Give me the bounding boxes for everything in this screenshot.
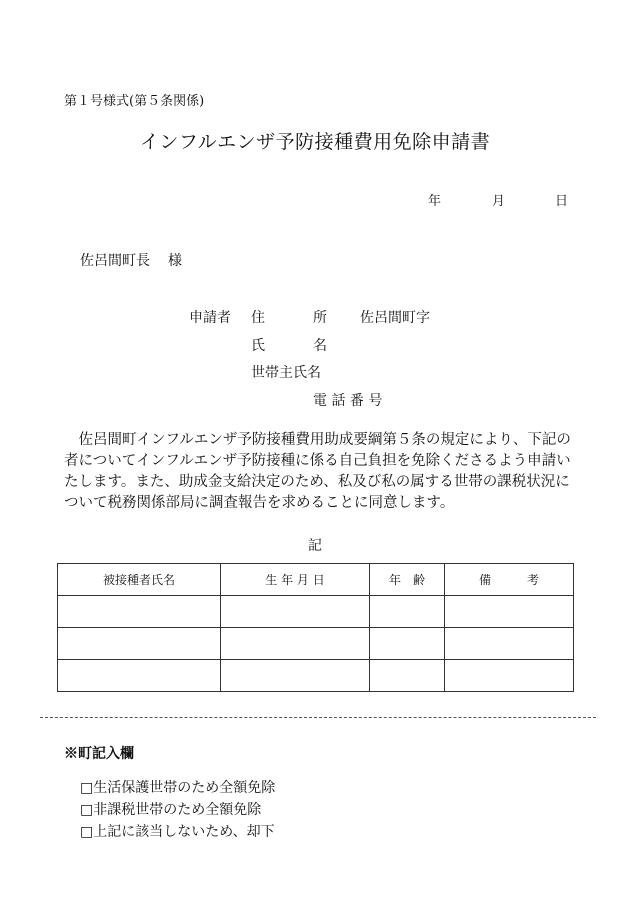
cell-birth-date[interactable] [221, 596, 370, 628]
address-label-1: 住 [251, 310, 265, 326]
cell-birth-date[interactable] [221, 628, 370, 660]
name-label-2: 名 [313, 338, 327, 354]
householder-name-label: 世帯主氏名 [251, 365, 321, 381]
header-remarks: 備 考 [445, 564, 574, 596]
header-age: 年 齢 [370, 564, 445, 596]
phone-number-label: 電 話 番 号 [313, 393, 383, 409]
table-row [58, 660, 574, 692]
document-title: インフルエンザ予防接種費用免除申請書 [139, 131, 491, 153]
date-month-label: 月 [492, 194, 506, 209]
applicant-label: 申請者 [189, 310, 231, 326]
office-option-rejected[interactable]: □上記に該当しないため、却下 [80, 824, 275, 840]
office-option-tax-exempt[interactable]: □非課税世帯のため全額免除 [80, 802, 262, 818]
cell-remarks[interactable] [445, 596, 574, 628]
date-year-label: 年 [428, 194, 442, 209]
cell-recipient-name[interactable] [58, 596, 221, 628]
cell-age[interactable] [370, 596, 445, 628]
office-use-heading: ※町記入欄 [64, 746, 134, 762]
cut-line-divider [40, 717, 596, 718]
name-label-1: 氏 [251, 338, 265, 354]
table-row [58, 628, 574, 660]
cell-recipient-name[interactable] [58, 660, 221, 692]
addressee [80, 250, 182, 270]
table-row [58, 596, 574, 628]
date-day-label: 日 [555, 194, 569, 209]
header-birth-date: 生 年 月 日 [221, 564, 370, 596]
cell-birth-date[interactable] [221, 660, 370, 692]
cell-age[interactable] [370, 628, 445, 660]
cell-age[interactable] [370, 660, 445, 692]
addressee-honorific: 様 [168, 253, 182, 269]
ki-note-heading: 記 [308, 538, 322, 554]
table-header-row [58, 564, 574, 596]
header-recipient-name: 被接種者氏名 [58, 564, 221, 596]
addressee-name: 佐呂間町長 [80, 253, 150, 269]
address-label-2: 所 [313, 310, 327, 326]
form-number: 第１号様式(第５条関係) [64, 94, 205, 109]
cell-remarks[interactable] [445, 628, 574, 660]
application-statement: 佐呂間町インフルエンザ予防接種費用助成要綱第５条の規定により、下記の者についてインフルエンザ予防接種に係る自己負担を免除くださるよう申請いたします。また、助成金支給決定のため、私及び私の属する世帯の課税状況について税務関係部局に調査報告を求めることに同意します。 [64, 432, 571, 511]
cell-recipient-name[interactable] [58, 628, 221, 660]
address-value: 佐呂間町字 [360, 310, 430, 326]
office-option-welfare[interactable]: □生活保護世帯のため全額免除 [80, 780, 276, 796]
recipient-table [57, 563, 574, 692]
cell-remarks[interactable] [445, 660, 574, 692]
